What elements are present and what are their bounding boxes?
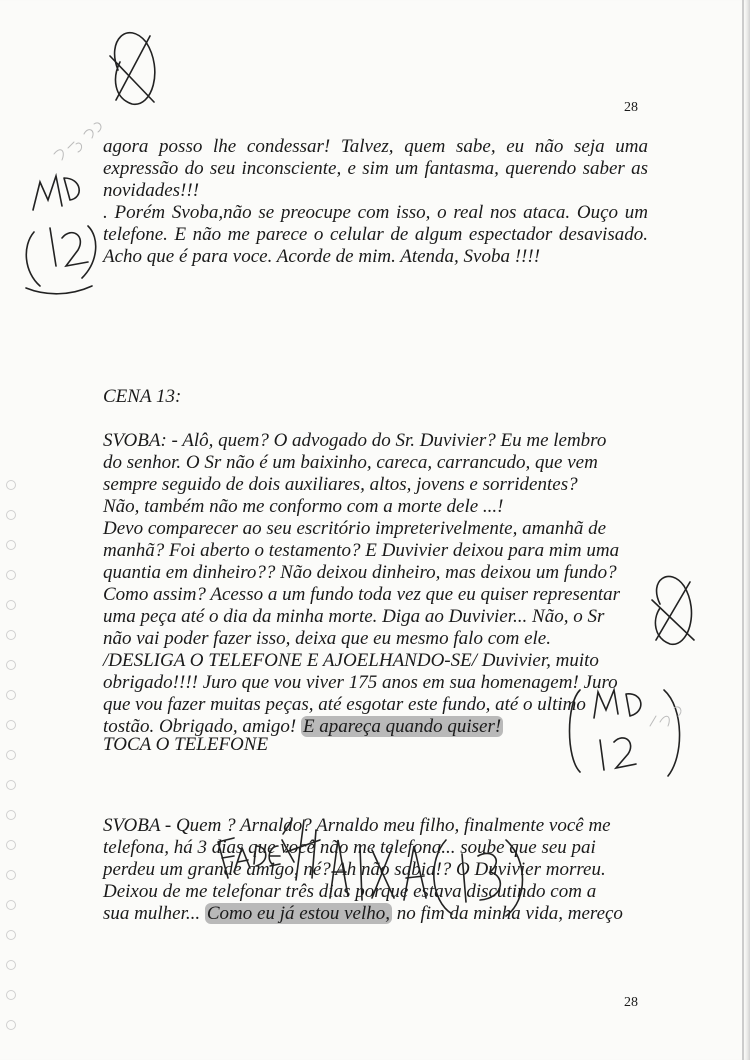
page-number-bottom: 28 [624, 995, 638, 1010]
speech-line: do senhor. O Sr não é um baixinho, careca, carrancudo, que vem [103, 452, 598, 473]
speech-text: sua mulher... [103, 903, 205, 924]
page-edge [742, 0, 744, 1060]
speech-text: tostão. Obrigado, amigo! [103, 716, 301, 737]
speech-line: obrigado!!!! Juro que vou viver 175 anos em sua homenagem! Juro [103, 672, 618, 693]
intro-line: agora posso lhe condessar! Talvez, quem sabe, eu não seja uma expressão do seu inconsciente, e sim um fantasma, querendo saber as novidades!!! [103, 136, 648, 201]
scene-heading: CENA 13: [103, 386, 182, 407]
highlighted-text: E apareça quando quiser! [302, 716, 502, 737]
binding-holes [6, 480, 16, 1040]
speech-line: sempre seguido de dois auxiliares, altos, jovens e sorridentes? [103, 474, 578, 495]
checkmark-scribble-icon [110, 33, 155, 105]
page-number-top: 28 [624, 100, 638, 115]
speech-line: que vou fazer muitas peças, até esgotar este fundo, até o ultimo [103, 694, 586, 715]
stage-direction: TOCA O TELEFONE [103, 734, 269, 755]
margin-note-left-icon [26, 176, 96, 294]
highlighted-text: Como eu já estou velho, [206, 903, 390, 924]
speech-line: Não, também não me conformo com a morte dele ...! [103, 496, 504, 517]
speech-line: perdeu um grande amigo, né? Ah não sabia!? O Duvivier morreu. [103, 859, 606, 880]
speech-text: no fim da minha vida, mereço [391, 903, 623, 924]
intro-paragraph [103, 136, 648, 268]
intro-line: . Porém Svoba,não se preocupe com isso, o real nos ataca. Ouço um telefone. E não me parece o celular de algum espectador desavisado. Acho que é para voce. Acorde de mim. Atenda, Svoba !!!! [103, 202, 648, 267]
checkmark-scribble-icon [652, 576, 694, 644]
speech-line: SVOBA - Quem ? Arnaldo? Arnaldo meu filho, finalmente você me [103, 815, 611, 836]
speech-line: telefona, há 3 dias que você não me telefona... soube que seu pai [103, 837, 596, 858]
speech-line: SVOBA: - Alô, quem? O advogado do Sr. Duvivier? Eu me lembro [103, 430, 607, 451]
speech-line: não vai poder fazer isso, deixa que eu mesmo falo com ele. [103, 628, 551, 649]
svoba-speech-2 [103, 815, 648, 925]
svoba-speech-1 [103, 430, 648, 738]
speech-line: manhã? Foi aberto o testamento? E Duvivier deixou para mim uma [103, 540, 620, 561]
speech-line: quantia em dinheiro?? Não deixou dinheiro, mas deixou um fundo? [103, 562, 617, 583]
speech-line: Deixou de me telefonar três dias porque estava discutindo com a [103, 881, 597, 902]
speech-line: Devo comparecer ao seu escritório impreterivelmente, amanhã de [103, 518, 607, 539]
speech-line-last [103, 903, 648, 925]
speech-line: /DESLIGA O TELEFONE E AJOELHANDO-SE/ Duvivier, muito [103, 650, 599, 671]
speech-line: uma peça até o dia da minha morte. Diga ao Duvivier... Não, o Sr [103, 606, 605, 627]
speech-line: Como assim? Acesso a um fundo toda vez que eu quiser representar [103, 584, 620, 605]
